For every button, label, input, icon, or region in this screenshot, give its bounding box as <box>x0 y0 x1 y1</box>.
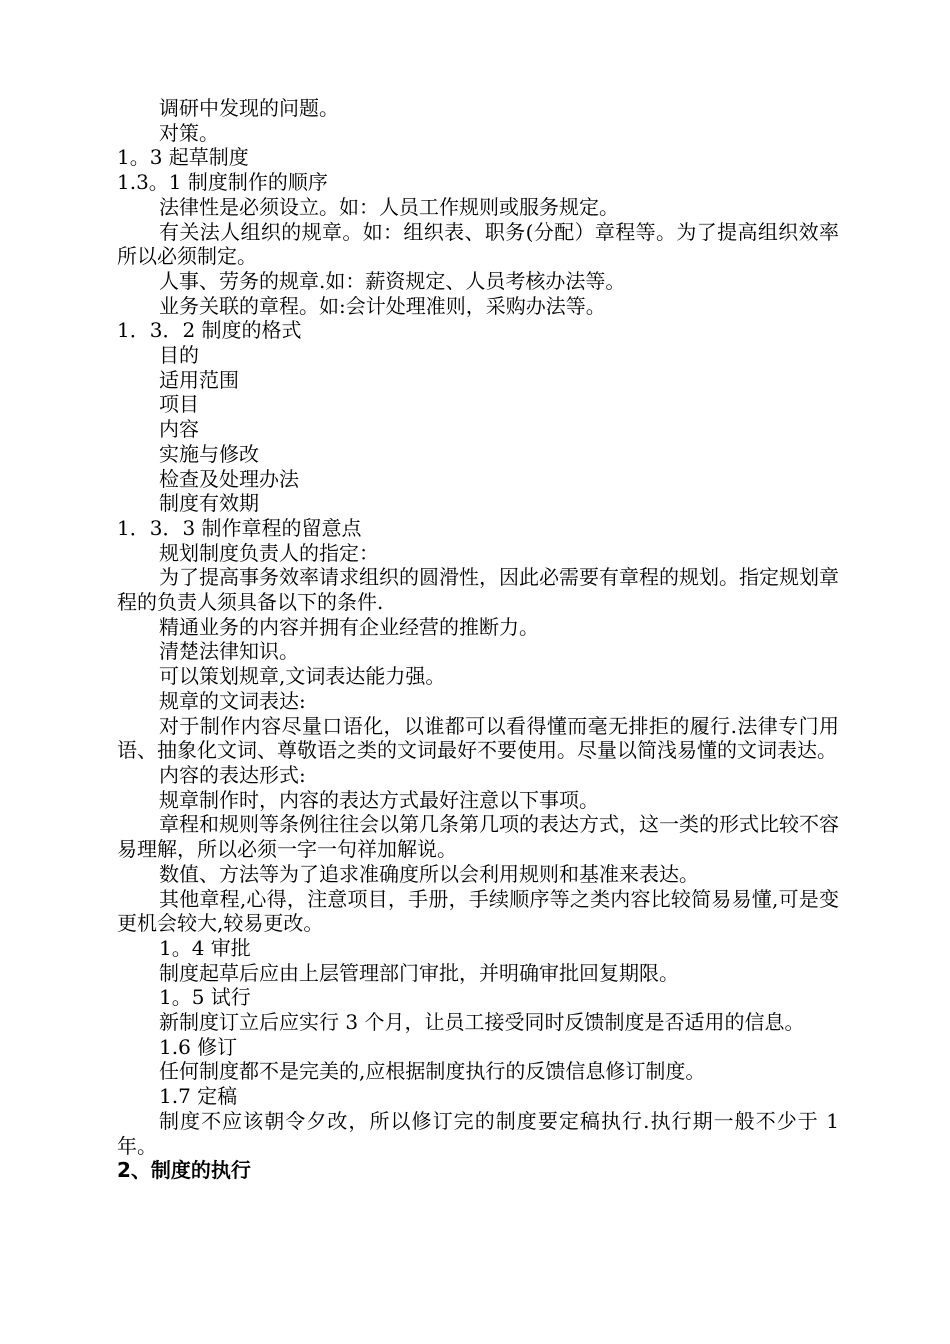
paragraph: 法律性是必须设立。如：人员工作规则或服务规定。 <box>159 194 619 219</box>
paragraph: 内容的表达形式: <box>159 762 306 787</box>
list-item: 实施与修改 <box>159 441 259 466</box>
paragraph: 人事、劳务的规章.如：薪资规定、人员考核办法等。 <box>159 268 626 293</box>
subsection-heading: 1。5 试行 <box>159 985 251 1010</box>
paragraph: 业务关联的章程。如:会计处理准则，采购办法等。 <box>159 293 606 318</box>
section-heading: 2、制度的执行 <box>117 1158 251 1183</box>
paragraph: 其他章程,心得，注意项目，手册，手续顺序等之类内容比较简易易懂,可是变更机会较大,较易更改。 <box>117 886 839 936</box>
paragraph: 可以策划规章,文词表达能力强。 <box>159 664 446 689</box>
paragraph: 任何制度都不是完美的,应根据制度执行的反馈信息修订制度。 <box>159 1059 706 1084</box>
paragraph: 为了提高事务效率请求组织的圆滑性，因此必需要有章程的规划。指定规划章程的负责人须具备以下的条件. <box>117 565 839 615</box>
paragraph: 新制度订立后应实行 3 个月，让员工接受同时反馈制度是否适用的信息。 <box>159 1010 805 1035</box>
paragraph: 章程和规则等条例往往会以第几条第几项的表达方式，这一类的形式比较不容易理解，所以必须一字一句祥加解说。 <box>117 812 839 862</box>
subsection-heading: 1.7 定稿 <box>159 1084 238 1109</box>
list-item: 目的 <box>159 343 199 368</box>
document-body <box>117 96 839 1183</box>
list-item: 检查及处理办法 <box>159 466 299 491</box>
subsection-heading: 1.3。1 制度制作的顺序 <box>117 170 328 195</box>
subsection-heading: 1。4 审批 <box>159 935 251 960</box>
subsection-heading: 1。3 起草制度 <box>117 145 249 170</box>
paragraph: 对策。 <box>159 120 219 145</box>
list-item: 项目 <box>159 392 199 417</box>
paragraph: 对于制作内容尽量口语化，以谁都可以看得懂而毫无排拒的履行.法律专门用语、抽象化文词、尊敬语之类的文词最好不要使用。尽量以简浅易懂的文词表达。 <box>117 713 839 763</box>
paragraph: 调研中发现的问题。 <box>159 96 339 120</box>
paragraph: 制度不应该朝令夕改，所以修订完的制度要定稿执行.执行期一般不少于 1 年。 <box>117 1108 839 1158</box>
paragraph: 精通业务的内容并拥有企业经营的推断力。 <box>159 614 539 639</box>
paragraph: 有关法人组织的规章。如：组织表、职务(分配）章程等。为了提高组织效率所以必须制定。 <box>117 219 839 269</box>
subsection-heading: 1．3．3 制作章程的留意点 <box>117 515 362 540</box>
list-item: 内容 <box>159 417 199 442</box>
list-item: 适用范围 <box>159 367 239 392</box>
list-item: 制度有效期 <box>159 491 259 516</box>
paragraph: 数值、方法等为了追求准确度所以会利用规则和基准来表达。 <box>159 861 699 886</box>
subsection-heading: 1．3．2 制度的格式 <box>117 318 302 343</box>
subsection-heading: 1.6 修订 <box>159 1034 238 1059</box>
paragraph: 清楚法律知识。 <box>159 639 299 664</box>
paragraph: 规章制作时，内容的表达方式最好注意以下事项。 <box>159 787 599 812</box>
paragraph: 规划制度负责人的指定： <box>159 540 379 565</box>
paragraph: 制度起草后应由上层管理部门审批，并明确审批回复期限。 <box>159 960 679 985</box>
paragraph: 规章的文词表达: <box>159 688 306 713</box>
